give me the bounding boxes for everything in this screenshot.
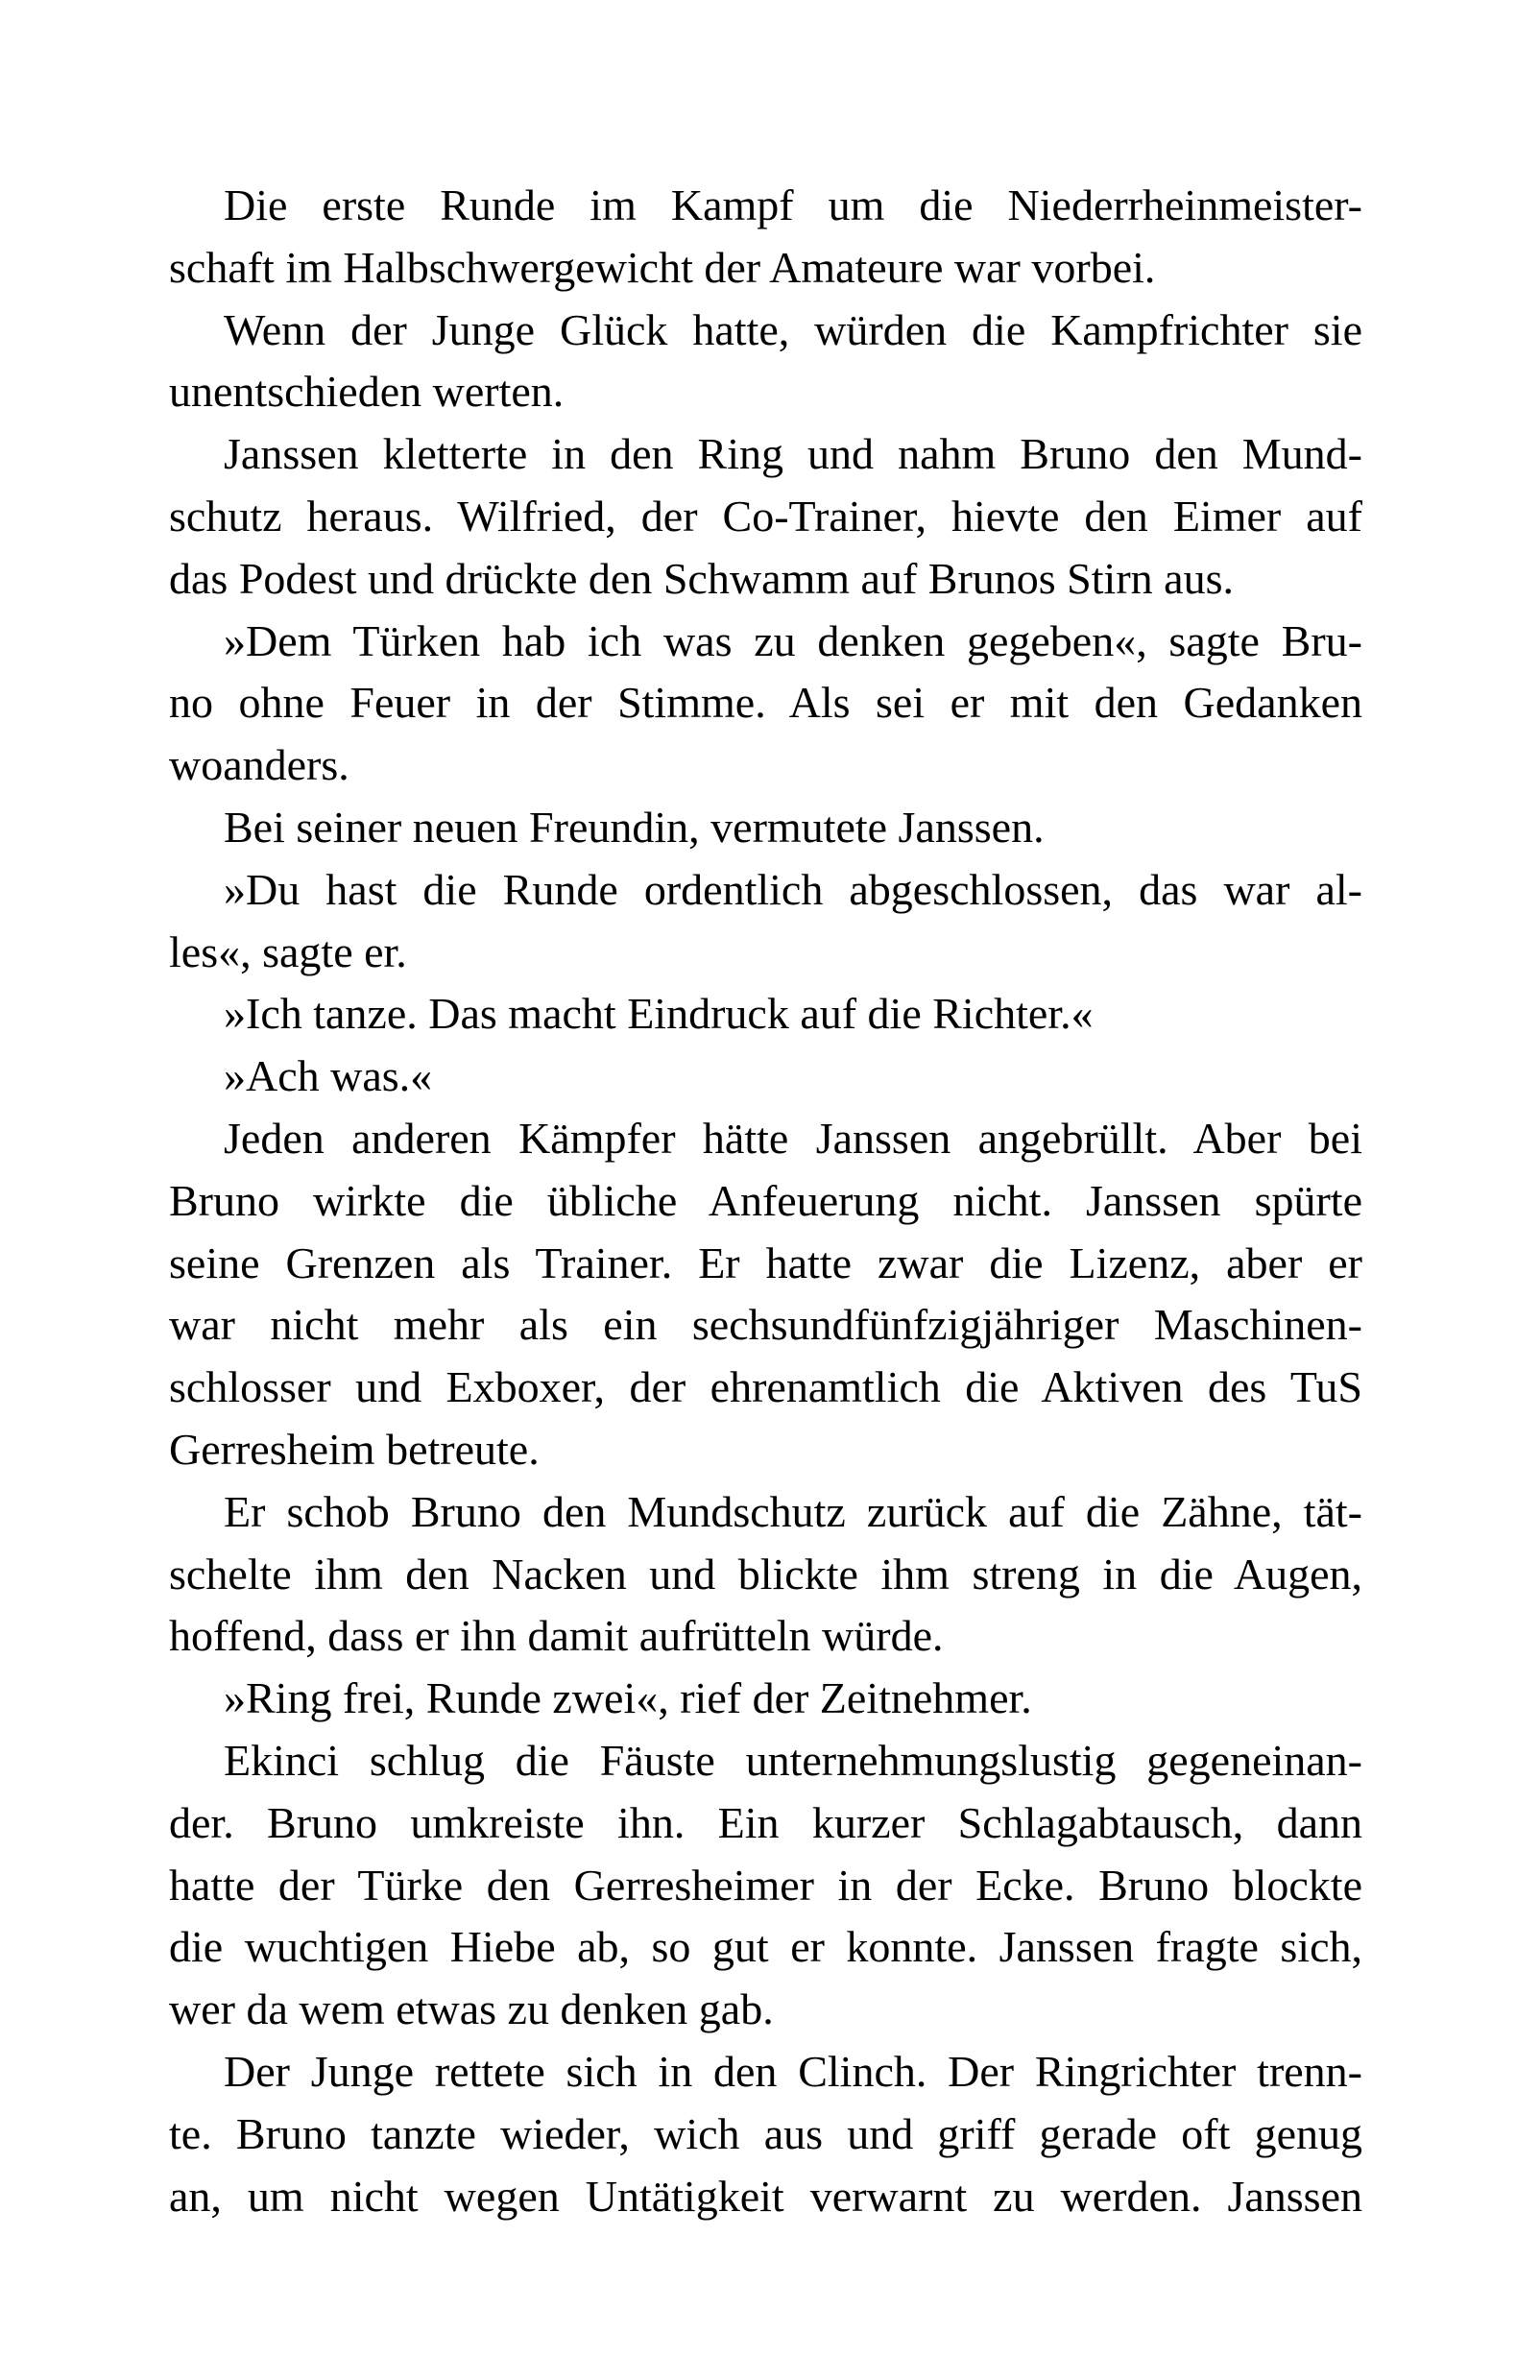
text-line: schlosser und Exboxer, der ehrenamtlich die Aktiven des TuS bbox=[169, 1362, 1362, 1412]
paragraph bbox=[169, 797, 1362, 859]
text-line: Jeden anderen Kämpfer hätte Janssen angebrüllt. Aber bei bbox=[224, 1113, 1362, 1163]
text-line: Gerresheim betreute. bbox=[169, 1424, 540, 1474]
text-line: wer da wem etwas zu denken gab. bbox=[169, 1984, 774, 2034]
text-line: an, um nicht wegen Untätigkeit verwarnt zu werden. Janssen bbox=[169, 2171, 1362, 2221]
paragraph bbox=[169, 175, 1362, 300]
paragraph bbox=[169, 2041, 1362, 2227]
paragraph bbox=[169, 983, 1362, 1046]
book-page-text bbox=[169, 175, 1362, 2227]
text-line: les«, sagte er. bbox=[169, 926, 407, 976]
text-line: »Ich tanze. Das macht Eindruck auf die Richter.« bbox=[224, 989, 1094, 1039]
text-line: woanders. bbox=[169, 740, 349, 790]
text-line: »Ring frei, Runde zwei«, rief der Zeitnehmer. bbox=[224, 1673, 1032, 1723]
text-line: schaft im Halbschwergewicht der Amateure war vorbei. bbox=[169, 242, 1156, 292]
text-line: hatte der Türke den Gerresheimer in der Ecke. Bruno blockte bbox=[169, 1860, 1362, 1910]
text-line: der. Bruno umkreiste ihn. Ein kurzer Schlagabtausch, dann bbox=[169, 1797, 1362, 1847]
paragraph bbox=[169, 611, 1362, 797]
text-line: Bei seiner neuen Freundin, vermutete Janssen. bbox=[224, 802, 1045, 852]
text-line: schelte ihm den Nacken und blickte ihm streng in die Augen, bbox=[169, 1549, 1362, 1599]
text-line: schutz heraus. Wilfried, der Co-Trainer, hievte den Eimer auf bbox=[169, 491, 1362, 541]
text-line: Er schob Bruno den Mundschutz zurück auf die Zähne, tät- bbox=[224, 1486, 1362, 1536]
paragraph bbox=[169, 1108, 1362, 1481]
paragraph bbox=[169, 1046, 1362, 1108]
text-line: das Podest und drückte den Schwamm auf Brunos Stirn aus. bbox=[169, 553, 1234, 603]
text-line: Ekinci schlug die Fäuste unternehmungslustig gegeneinan- bbox=[224, 1735, 1362, 1785]
text-line: »Dem Türken hab ich was zu denken gegeben«, sagte Bru- bbox=[224, 615, 1362, 665]
text-line: die wuchtigen Hiebe ab, so gut er konnte. Janssen fragte sich, bbox=[169, 1922, 1362, 1972]
text-line: no ohne Feuer in der Stimme. Als sei er mit den Gedanken bbox=[169, 678, 1362, 728]
paragraph bbox=[169, 423, 1362, 610]
text-line: Janssen kletterte in den Ring und nahm Bruno den Mund- bbox=[224, 429, 1362, 479]
text-line: »Du hast die Runde ordentlich abgeschlossen, das war al- bbox=[224, 864, 1362, 914]
paragraph bbox=[169, 1730, 1362, 2041]
text-line: Bruno wirkte die übliche Anfeuerung nicht. Janssen spürte bbox=[169, 1175, 1362, 1225]
paragraph bbox=[169, 300, 1362, 424]
text-line: Wenn der Junge Glück hatte, würden die Kampfrichter sie bbox=[224, 304, 1362, 354]
text-line: »Ach was.« bbox=[224, 1051, 433, 1101]
paragraph bbox=[169, 1668, 1362, 1730]
text-line: hoffend, dass er ihn damit aufrütteln würde. bbox=[169, 1611, 944, 1661]
text-line: unentschieden werten. bbox=[169, 367, 565, 417]
text-line: Die erste Runde im Kampf um die Niederrheinmeister- bbox=[224, 180, 1362, 229]
paragraph bbox=[169, 859, 1362, 984]
text-line: seine Grenzen als Trainer. Er hatte zwar die Lizenz, aber er bbox=[169, 1238, 1362, 1287]
text-line: te. Bruno tanzte wieder, wich aus und griff gerade oft genug bbox=[169, 2108, 1362, 2158]
text-line: Der Junge rettete sich in den Clinch. Der Ringrichter trenn- bbox=[224, 2046, 1362, 2096]
text-line: war nicht mehr als ein sechsundfünfzigjähriger Maschinen- bbox=[169, 1300, 1362, 1350]
paragraph bbox=[169, 1481, 1362, 1668]
